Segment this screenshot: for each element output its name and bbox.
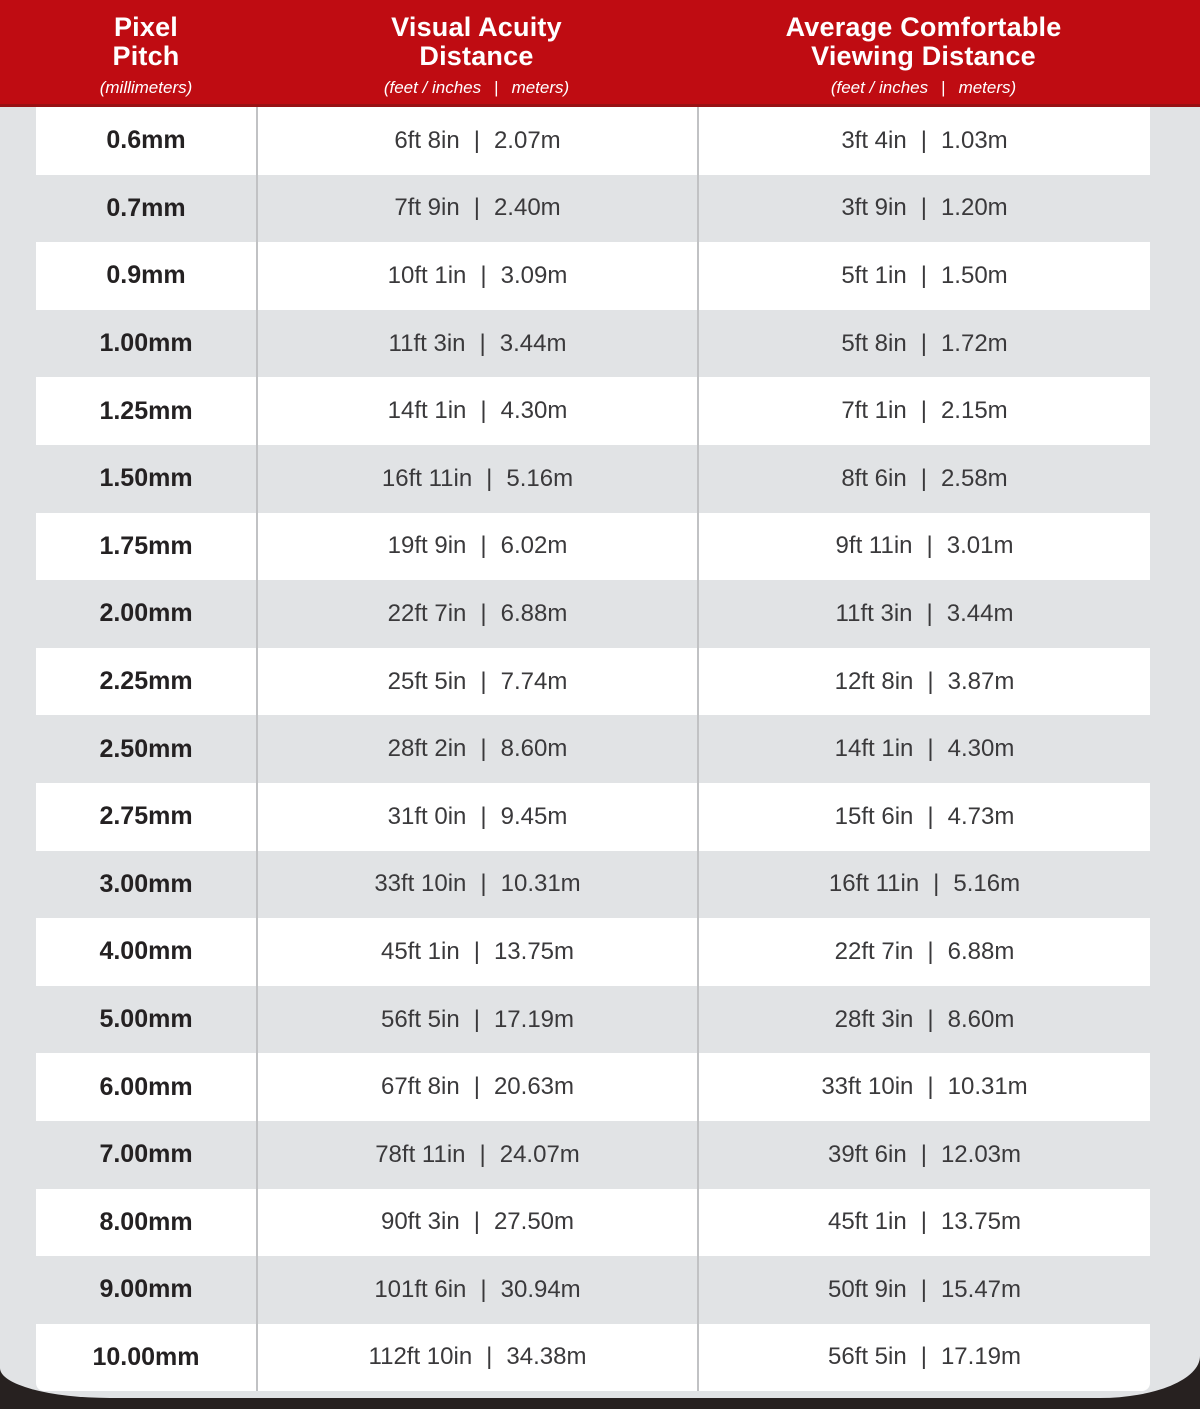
- table-row: [36, 242, 1150, 310]
- meters-value: 2.07m: [493, 126, 561, 154]
- pipe-separator: |: [480, 667, 487, 695]
- table-row: [36, 715, 1150, 783]
- feet-inches-value: 14ft 1in: [834, 735, 914, 763]
- pipe-separator: |: [480, 802, 487, 830]
- meters-value: 9.45m: [500, 802, 568, 830]
- visual-acuity-distance-cell: [256, 918, 697, 986]
- table-row: [36, 513, 1150, 581]
- visual-acuity-distance-cell: [256, 580, 697, 648]
- feet-inches-value: 15ft 6in: [834, 802, 914, 830]
- header-title-line: Visual Acuity: [391, 12, 562, 42]
- visual-acuity-distance-cell: [256, 1053, 697, 1121]
- comfortable-viewing-distance-cell: [697, 175, 1150, 243]
- pipe-separator: |: [480, 599, 487, 627]
- feet-inches-value: 11ft 3in: [835, 599, 913, 627]
- pixel-pitch-cell: [36, 1324, 256, 1392]
- header-title-line: Viewing Distance: [811, 41, 1036, 71]
- visual-acuity-distance-cell: [256, 715, 697, 783]
- header-title-comfortable-viewing: [786, 13, 1062, 71]
- pixel-pitch-cell: [36, 580, 256, 648]
- visual-acuity-distance-cell: [256, 986, 697, 1054]
- header-column-visual-acuity: [256, 13, 697, 104]
- meters-value: 2.40m: [493, 194, 561, 222]
- feet-inches-value: 112ft 10in: [368, 1343, 473, 1371]
- pixel-pitch-value: 1.75mm: [99, 531, 193, 560]
- meters-value: 3.09m: [500, 261, 568, 289]
- comfortable-viewing-distance-cell: [697, 918, 1150, 986]
- visual-acuity-distance-cell: [256, 1189, 697, 1257]
- feet-inches-value: 7ft 9in: [394, 194, 460, 222]
- pixel-pitch-cell: [36, 1053, 256, 1121]
- comfortable-viewing-distance-cell: [697, 580, 1150, 648]
- feet-inches-value: 101ft 6in: [374, 1275, 467, 1303]
- comfortable-viewing-distance-cell: [697, 445, 1150, 513]
- pipe-separator: |: [480, 397, 487, 425]
- comfortable-viewing-distance-cell: [697, 1121, 1150, 1189]
- meters-value: 12.03m: [940, 1140, 1022, 1168]
- table-row: [36, 1256, 1150, 1324]
- feet-inches-value: 8ft 6in: [841, 464, 907, 492]
- units-meters-label: meters): [958, 78, 1017, 97]
- feet-inches-value: 90ft 3in: [380, 1208, 460, 1236]
- pipe-separator: |: [927, 735, 934, 763]
- header-subtitle-units: [831, 78, 1016, 98]
- visual-acuity-distance-cell: [256, 1256, 697, 1324]
- pipe-separator: |: [927, 937, 934, 965]
- pixel-pitch-cell: [36, 175, 256, 243]
- feet-inches-value: 56ft 5in: [380, 1005, 460, 1033]
- header-subtitle-units: [384, 78, 569, 98]
- meters-value: 3.01m: [946, 532, 1014, 560]
- meters-value: 2.58m: [940, 464, 1008, 492]
- meters-value: 8.60m: [947, 1005, 1015, 1033]
- meters-value: 17.19m: [493, 1005, 575, 1033]
- pipe-separator: |: [473, 1208, 480, 1236]
- visual-acuity-distance-cell: [256, 513, 697, 581]
- table-header: [0, 0, 1200, 107]
- pixel-pitch-value: 9.00mm: [99, 1275, 193, 1304]
- pipe-separator: |: [933, 870, 940, 898]
- header-column-comfortable-viewing: [697, 13, 1150, 104]
- pixel-pitch-value: 0.9mm: [106, 261, 186, 290]
- visual-acuity-distance-cell: [256, 310, 697, 378]
- pixel-pitch-value: 10.00mm: [92, 1342, 200, 1371]
- table-row: [36, 377, 1150, 445]
- feet-inches-value: 14ft 1in: [387, 397, 467, 425]
- feet-inches-value: 22ft 7in: [387, 599, 467, 627]
- table-row: [36, 986, 1150, 1054]
- meters-value: 24.07m: [499, 1140, 580, 1168]
- meters-value: 30.94m: [500, 1275, 581, 1303]
- pipe-separator: |: [927, 802, 934, 830]
- feet-inches-value: 67ft 8in: [380, 1073, 460, 1101]
- pipe-separator: |: [920, 329, 927, 357]
- pipe-separator: |: [486, 464, 493, 492]
- feet-inches-value: 16ft 11in: [828, 870, 920, 898]
- header-title-line: Average Comfortable: [785, 12, 1062, 42]
- pixel-pitch-cell: [36, 851, 256, 919]
- pipe-separator: |: [920, 1343, 927, 1371]
- comfortable-viewing-distance-cell: [697, 648, 1150, 716]
- pixel-pitch-value: 2.25mm: [99, 667, 193, 696]
- pixel-pitch-value: 1.50mm: [99, 464, 193, 493]
- visual-acuity-distance-cell: [256, 175, 697, 243]
- comfortable-viewing-distance-cell: [697, 986, 1150, 1054]
- visual-acuity-distance-cell: [256, 1324, 697, 1392]
- table-row: [36, 851, 1150, 919]
- meters-value: 10.31m: [947, 1073, 1028, 1101]
- pixel-pitch-cell: [36, 783, 256, 851]
- feet-inches-value: 9ft 11in: [835, 532, 913, 560]
- pipe-separator: |: [473, 1073, 480, 1101]
- units-feet-inches-label: (feet / inches: [830, 78, 929, 97]
- feet-inches-value: 19ft 9in: [387, 532, 467, 560]
- feet-inches-value: 45ft 1in: [827, 1208, 907, 1236]
- pipe-separator: |: [920, 1275, 927, 1303]
- feet-inches-value: 28ft 2in: [387, 735, 467, 763]
- feet-inches-value: 3ft 9in: [841, 194, 907, 222]
- pipe-separator: |: [494, 78, 499, 97]
- feet-inches-value: 10ft 1in: [387, 261, 467, 289]
- header-column-pixel-pitch: [36, 13, 256, 104]
- pixel-pitch-value: 3.00mm: [99, 869, 193, 898]
- pixel-pitch-value: 1.00mm: [99, 329, 193, 358]
- pixel-pitch-value: 7.00mm: [99, 1140, 193, 1169]
- pipe-separator: |: [941, 78, 946, 97]
- meters-value: 17.19m: [940, 1343, 1022, 1371]
- comfortable-viewing-distance-cell: [697, 1256, 1150, 1324]
- visual-acuity-distance-cell: [256, 445, 697, 513]
- pixel-pitch-value: 5.00mm: [99, 1005, 193, 1034]
- meters-value: 1.72m: [940, 329, 1008, 357]
- pixel-pitch-value: 0.7mm: [106, 193, 186, 222]
- meters-value: 8.60m: [500, 735, 568, 763]
- feet-inches-value: 39ft 6in: [827, 1140, 907, 1168]
- meters-value: 7.74m: [500, 667, 568, 695]
- pixel-pitch-cell: [36, 1256, 256, 1324]
- pipe-separator: |: [927, 667, 934, 695]
- pipe-separator: |: [920, 1140, 927, 1168]
- pixel-pitch-value: 4.00mm: [99, 937, 193, 966]
- pipe-separator: |: [473, 937, 480, 965]
- header-title-line: Distance: [419, 41, 534, 71]
- header-subtitle-millimeters: (millimeters): [99, 78, 193, 97]
- meters-value: 13.75m: [940, 1208, 1022, 1236]
- pixel-pitch-cell: [36, 918, 256, 986]
- header-title-pixel-pitch: [112, 13, 179, 71]
- comfortable-viewing-distance-cell: [697, 783, 1150, 851]
- feet-inches-value: 28ft 3in: [834, 1005, 914, 1033]
- comfortable-viewing-distance-cell: [697, 1189, 1150, 1257]
- table-row: [36, 1053, 1150, 1121]
- table-row: [36, 1189, 1150, 1257]
- meters-value: 3.44m: [946, 599, 1014, 627]
- table-row: [36, 175, 1150, 243]
- pipe-separator: |: [920, 261, 927, 289]
- pixel-pitch-value: 6.00mm: [99, 1072, 193, 1101]
- feet-inches-value: 33ft 10in: [821, 1073, 914, 1101]
- table-row: [36, 445, 1150, 513]
- meters-value: 2.15m: [940, 397, 1008, 425]
- visual-acuity-distance-cell: [256, 242, 697, 310]
- header-title-visual-acuity: [391, 13, 562, 71]
- visual-acuity-distance-cell: [256, 648, 697, 716]
- pixel-pitch-cell: [36, 310, 256, 378]
- table-row: [36, 310, 1150, 378]
- pixel-pitch-cell: [36, 715, 256, 783]
- pipe-separator: |: [480, 532, 487, 560]
- feet-inches-value: 25ft 5in: [387, 667, 467, 695]
- meters-value: 6.88m: [500, 599, 568, 627]
- pixel-pitch-value: 8.00mm: [99, 1207, 193, 1236]
- meters-value: 4.73m: [947, 802, 1015, 830]
- comfortable-viewing-distance-cell: [697, 1053, 1150, 1121]
- meters-value: 1.50m: [940, 261, 1008, 289]
- meters-value: 13.75m: [493, 937, 575, 965]
- table-row: [36, 1324, 1150, 1392]
- comfortable-viewing-distance-cell: [697, 715, 1150, 783]
- table-row: [36, 648, 1150, 716]
- feet-inches-value: 5ft 1in: [841, 261, 907, 289]
- pixel-pitch-cell: [36, 513, 256, 581]
- visual-acuity-distance-cell: [256, 783, 697, 851]
- pixel-pitch-cell: [36, 1189, 256, 1257]
- pixel-pitch-value: 2.00mm: [99, 599, 193, 628]
- pixel-pitch-cell: [36, 986, 256, 1054]
- table-row: [36, 580, 1150, 648]
- meters-value: 6.88m: [947, 937, 1015, 965]
- meters-value: 1.03m: [940, 126, 1008, 154]
- pipe-separator: |: [480, 261, 487, 289]
- comfortable-viewing-distance-cell: [697, 107, 1150, 175]
- data-table: [36, 107, 1150, 1391]
- table-row: [36, 918, 1150, 986]
- table-row: [36, 107, 1150, 175]
- feet-inches-value: 16ft 11in: [381, 464, 473, 492]
- feet-inches-value: 6ft 8in: [394, 126, 460, 154]
- meters-value: 4.30m: [500, 397, 568, 425]
- pipe-separator: |: [920, 464, 927, 492]
- meters-value: 3.44m: [499, 329, 567, 357]
- comfortable-viewing-distance-cell: [697, 310, 1150, 378]
- pipe-separator: |: [473, 1005, 480, 1033]
- pixel-pitch-cell: [36, 242, 256, 310]
- feet-inches-value: 3ft 4in: [841, 126, 907, 154]
- pixel-pitch-value: 1.25mm: [99, 396, 193, 425]
- feet-inches-value: 5ft 8in: [841, 329, 907, 357]
- meters-value: 6.02m: [500, 532, 568, 560]
- comfortable-viewing-distance-cell: [697, 513, 1150, 581]
- pipe-separator: |: [480, 735, 487, 763]
- pixel-pitch-value: 0.6mm: [106, 126, 186, 155]
- table-row: [36, 783, 1150, 851]
- pipe-separator: |: [920, 1208, 927, 1236]
- feet-inches-value: 33ft 10in: [374, 870, 467, 898]
- pixel-pitch-value: 2.75mm: [99, 802, 193, 831]
- visual-acuity-distance-cell: [256, 851, 697, 919]
- feet-inches-value: 22ft 7in: [834, 937, 914, 965]
- pixel-pitch-cell: [36, 377, 256, 445]
- pixel-pitch-value: 2.50mm: [99, 734, 193, 763]
- visual-acuity-distance-cell: [256, 107, 697, 175]
- units-feet-inches-label: (feet / inches: [383, 78, 482, 97]
- meters-value: 10.31m: [500, 870, 581, 898]
- meters-value: 15.47m: [940, 1275, 1022, 1303]
- comfortable-viewing-distance-cell: [697, 377, 1150, 445]
- pipe-separator: |: [920, 194, 927, 222]
- pipe-separator: |: [926, 532, 933, 560]
- pipe-separator: |: [920, 126, 927, 154]
- feet-inches-value: 45ft 1in: [380, 937, 460, 965]
- comfortable-viewing-distance-cell: [697, 851, 1150, 919]
- pipe-separator: |: [486, 1343, 493, 1371]
- pixel-pitch-cell: [36, 648, 256, 716]
- feet-inches-value: 11ft 3in: [388, 329, 466, 357]
- pipe-separator: |: [480, 1275, 487, 1303]
- meters-value: 1.20m: [940, 194, 1008, 222]
- meters-value: 5.16m: [506, 464, 574, 492]
- pipe-separator: |: [927, 1005, 934, 1033]
- comfortable-viewing-distance-cell: [697, 1324, 1150, 1392]
- units-meters-label: meters): [511, 78, 570, 97]
- header-title-line: Pitch: [112, 41, 180, 71]
- meters-value: 20.63m: [493, 1073, 575, 1101]
- feet-inches-value: 78ft 11in: [375, 1140, 466, 1168]
- feet-inches-value: 56ft 5in: [827, 1343, 907, 1371]
- feet-inches-value: 12ft 8in: [834, 667, 914, 695]
- table-row: [36, 1121, 1150, 1189]
- feet-inches-value: 31ft 0in: [387, 802, 467, 830]
- header-title-line: Pixel: [113, 12, 179, 42]
- pixel-pitch-cell: [36, 445, 256, 513]
- comfortable-viewing-distance-cell: [697, 242, 1150, 310]
- pixel-pitch-cell: [36, 1121, 256, 1189]
- pipe-separator: |: [479, 1140, 486, 1168]
- pipe-separator: |: [920, 397, 927, 425]
- pipe-separator: |: [479, 329, 486, 357]
- meters-value: 5.16m: [953, 870, 1021, 898]
- meters-value: 27.50m: [493, 1208, 575, 1236]
- pipe-separator: |: [926, 599, 933, 627]
- feet-inches-value: 50ft 9in: [827, 1275, 907, 1303]
- visual-acuity-distance-cell: [256, 1121, 697, 1189]
- visual-acuity-distance-cell: [256, 377, 697, 445]
- pipe-separator: |: [480, 870, 487, 898]
- feet-inches-value: 7ft 1in: [841, 397, 907, 425]
- pipe-separator: |: [927, 1073, 934, 1101]
- meters-value: 34.38m: [506, 1343, 587, 1371]
- meters-value: 3.87m: [947, 667, 1015, 695]
- pipe-separator: |: [473, 194, 480, 222]
- pipe-separator: |: [473, 126, 480, 154]
- meters-value: 4.30m: [947, 735, 1015, 763]
- pixel-pitch-cell: [36, 107, 256, 175]
